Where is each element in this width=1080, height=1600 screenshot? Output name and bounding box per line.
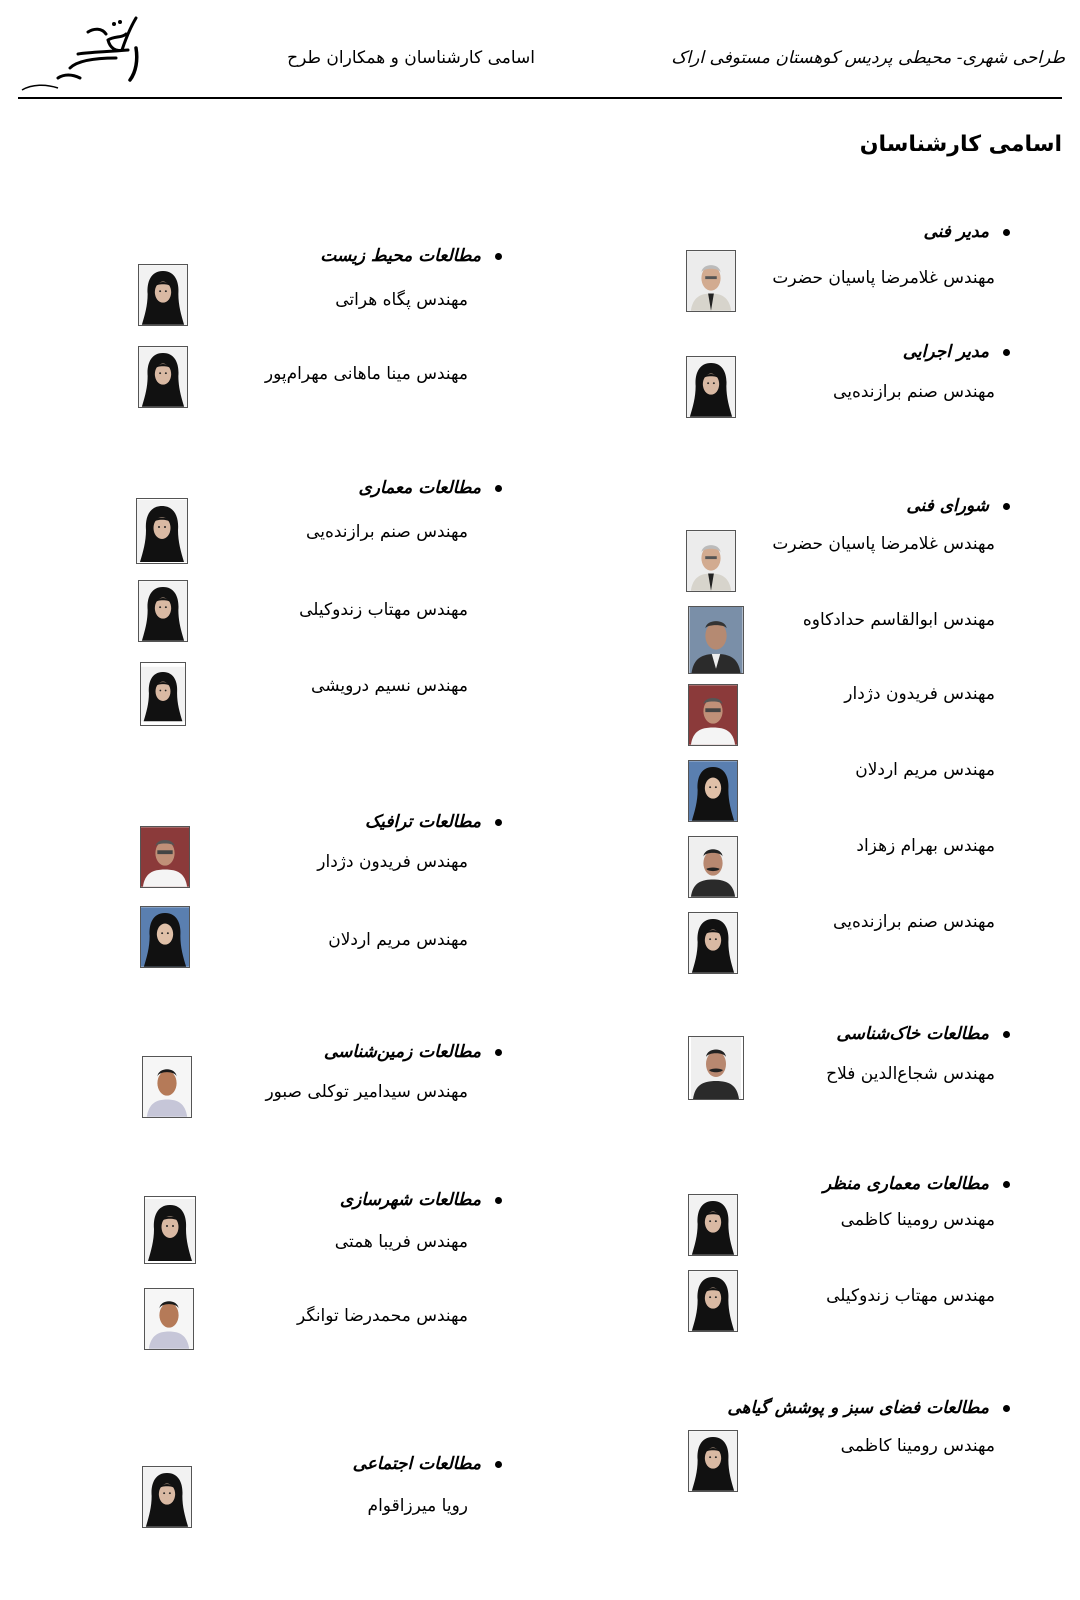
bullet-icon <box>1003 229 1010 236</box>
bullet-icon <box>495 253 502 260</box>
person-photo <box>688 836 738 898</box>
person-photo <box>140 906 190 968</box>
person-photo <box>688 1194 738 1256</box>
person-name: مهندس مهتاب زندوکیلی <box>299 600 468 620</box>
person-name: مهندس بهرام زهزاد <box>856 836 995 856</box>
person-photo <box>142 1056 192 1118</box>
bullet-icon <box>1003 1181 1010 1188</box>
bullet-icon <box>495 1049 502 1056</box>
section-title-social-studies: مطالعات اجتماعی <box>353 1454 502 1474</box>
bullet-icon <box>1003 1031 1010 1038</box>
bullet-icon <box>1003 349 1010 356</box>
person-name: مهندس رومینا کاظمی <box>840 1436 995 1456</box>
person-name: مهندس مهتاب زندوکیلی <box>826 1286 995 1306</box>
person-photo <box>686 530 736 592</box>
person-photo <box>688 1270 738 1332</box>
person-name: مهندس مریم اردلان <box>328 930 468 950</box>
bullet-icon <box>495 1197 502 1204</box>
page-title: اسامی کارشناسان <box>859 132 1062 157</box>
section-title-executive-director: مدیر اجرایی <box>903 342 1010 362</box>
person-name: مهندس شجاع‌الدین فلاح <box>826 1064 995 1084</box>
section-title-traffic-studies: مطالعات ترافیک <box>365 812 502 832</box>
person-name: مهندس رومینا کاظمی <box>840 1210 995 1230</box>
company-logo <box>18 8 158 96</box>
person-photo <box>138 346 188 408</box>
section-title-technical-director: مدیر فنی <box>924 222 1011 242</box>
person-photo <box>144 1288 194 1350</box>
bullet-icon <box>1003 1405 1010 1412</box>
person-photo <box>142 1466 192 1528</box>
section-title-geology-studies: مطالعات زمین‌شناسی <box>324 1042 502 1062</box>
bullet-icon <box>495 1461 502 1468</box>
person-photo <box>144 1196 196 1264</box>
bullet-icon <box>495 485 502 492</box>
person-name: مهندس صنم برازنده‌یی <box>833 912 995 932</box>
person-name: مهندس صنم برازنده‌یی <box>833 382 995 402</box>
bullet-icon <box>1003 503 1010 510</box>
person-name: مهندس مینا ماهانی مهرام‌پور <box>264 364 468 384</box>
person-name: مهندس سیدامیر توکلی صبور <box>265 1082 468 1102</box>
section-title-urban-planning-studies: مطالعات شهرسازی <box>340 1190 502 1210</box>
person-name: مهندس فریدون دژدار <box>317 852 468 872</box>
document-subtitle: اسامی کارشناسان و همکاران طرح <box>287 48 535 68</box>
person-name: مهندس صنم برازنده‌یی <box>306 522 468 542</box>
person-photo <box>686 250 736 312</box>
page-header <box>0 0 1080 100</box>
person-photo <box>688 606 744 674</box>
project-title: طراحی شهری- محیطی پردیس کوهستان مستوفی اراک <box>671 48 1065 68</box>
person-photo <box>138 264 188 326</box>
person-name: مهندس فریبا همتی <box>334 1232 468 1252</box>
section-title-technical-council: شورای فنی <box>906 496 1010 516</box>
person-photo <box>138 580 188 642</box>
person-photo <box>688 912 738 974</box>
section-title-environmental-studies: مطالعات محیط زیست <box>320 246 502 266</box>
person-photo <box>686 356 736 418</box>
section-title-landscape-architecture: مطالعات معماری منظر <box>823 1174 1010 1194</box>
person-name: مهندس مریم اردلان <box>855 760 995 780</box>
person-name: مهندس محمدرضا توانگر <box>297 1306 468 1326</box>
person-name: رویا میرزاقوام <box>367 1496 468 1516</box>
person-photo <box>136 498 188 564</box>
section-title-soil-studies: مطالعات خاک‌شناسی <box>836 1024 1010 1044</box>
person-name: مهندس پگاه هراتی <box>335 290 468 310</box>
person-photo <box>688 1430 738 1492</box>
person-photo <box>140 662 186 726</box>
section-title-green-space: مطالعات فضای سبز و پوشش گیاهی <box>727 1398 1010 1418</box>
person-name: مهندس غلامرضا پاسیان حضرت <box>772 534 995 554</box>
person-photo <box>688 1036 744 1100</box>
person-photo <box>688 684 738 746</box>
person-name: مهندس ابوالقاسم حدادکاوه <box>802 610 995 630</box>
section-title-architecture-studies: مطالعات معماری <box>358 478 502 498</box>
person-name: مهندس فریدون دژدار <box>844 684 995 704</box>
header-divider <box>18 97 1062 99</box>
person-photo <box>688 760 738 822</box>
person-name: مهندس غلامرضا پاسیان حضرت <box>772 268 995 288</box>
person-photo <box>140 826 190 888</box>
bullet-icon <box>495 819 502 826</box>
person-name: مهندس نسیم درویشی <box>311 676 468 696</box>
